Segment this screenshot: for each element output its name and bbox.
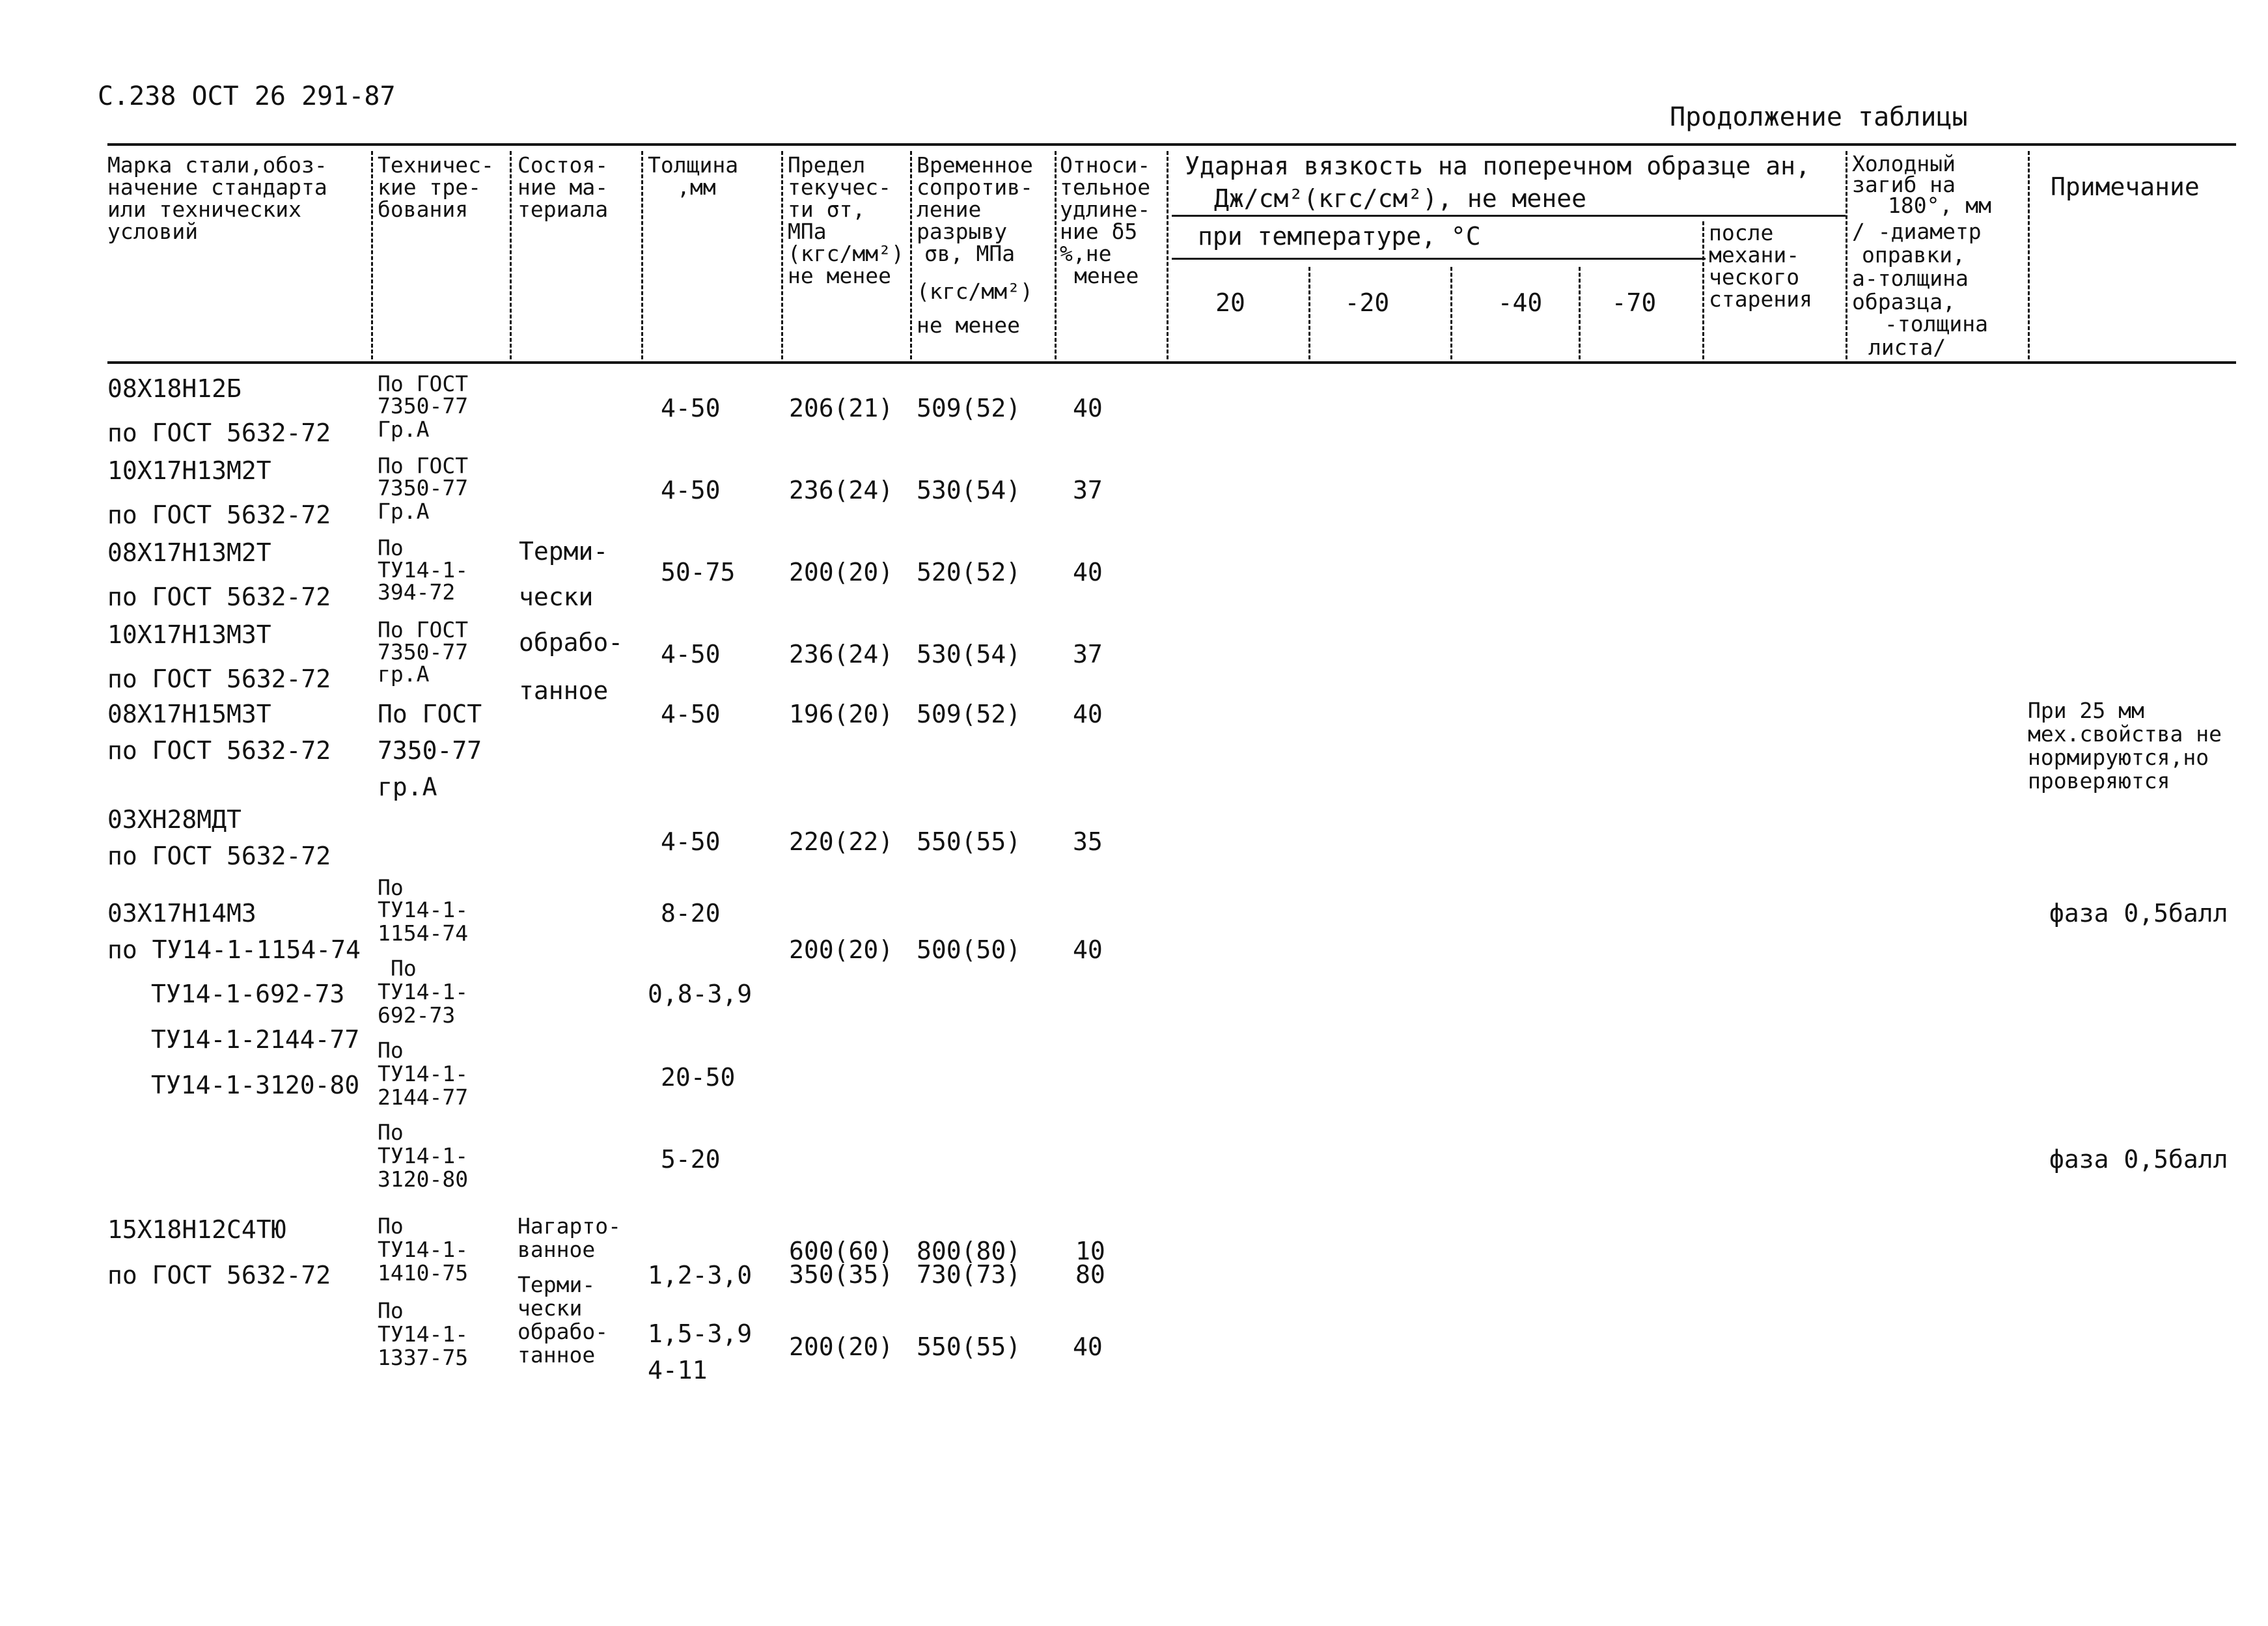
standard-cell: по ГОСТ 5632-72 [107,419,331,447]
header-elong-line: ние δ5 [1060,219,1138,244]
thickness-cell: 1,2-3,0 [648,1261,753,1289]
header-state-line: Состоя- [518,152,609,178]
yield-cell: 206(21) [789,394,894,422]
col-sep [2028,151,2030,359]
thickness-cell: 5-20 [661,1145,721,1174]
header-tensile-line: (кгс/мм²) [917,279,1033,304]
header-tensile-line: Временное [917,152,1033,178]
header-bottom-rule [107,361,2236,364]
yield-cell: 200(20) [789,935,894,964]
standard-cell: по ТУ14-1-1154-74 [107,935,361,964]
header-yield-line: ти σт, [788,197,866,222]
tech-cell: 7350-77 [378,475,469,501]
col-sep [1702,221,1704,359]
thickness-cell: 4-50 [661,394,721,422]
thickness-cell: 4-50 [661,640,721,668]
tech-cell: ТУ14-1- [378,557,469,583]
tech-cell: 1410-75 [378,1260,469,1286]
thickness-cell: 4-50 [661,700,721,728]
yield-cell: 196(20) [789,700,894,728]
impact-temp-rule [1172,258,1706,260]
grade-cell: 08Х17Н13М2Т [107,538,271,567]
header-yield-line: (кгс/мм²) [788,241,904,266]
header-bend-line: загиб на [1852,172,1956,197]
tech-cell: ТУ14-1- [378,1237,469,1262]
standard-cell: ТУ14-1-692-73 [151,980,345,1008]
yield-cell: 600(60) [789,1237,894,1265]
col-sep [1846,151,1847,359]
tech-cell: ТУ14-1- [378,1143,469,1168]
temp-20: 20 [1215,288,1245,317]
impact-title-rule [1172,215,1846,217]
tech-cell: 394-72 [378,579,456,605]
tech-cell: 1154-74 [378,920,469,946]
tech-cell: По [378,1120,404,1145]
elongation-cell: 40 [1073,1332,1103,1361]
temp-minus-70: -70 [1611,288,1657,317]
header-aging-line: после [1709,220,1774,245]
yield-cell: 236(24) [789,640,894,668]
header-tensile-line: ление [917,197,982,222]
tech-cell: По ГОСТ [378,700,482,728]
note-cell: нормируются,но [2028,745,2209,770]
tech-cell: 692-73 [378,1002,456,1028]
tech-cell: Гр.А [378,417,430,442]
temp-minus-40: -40 [1497,288,1543,317]
header-note: Примечание [2051,172,2200,201]
col-sep [510,151,512,359]
header-yield-line: МПа [788,219,827,244]
note-cell: фаза 0,5балл [2049,1145,2228,1174]
tech-cell: По [378,875,404,900]
note-cell: мех.свойства не [2028,721,2222,747]
tech-cell: По [391,956,417,981]
grade-cell: 03Х17Н14М3 [107,899,256,928]
thickness-cell: 4-50 [661,476,721,504]
thickness-cell: 50-75 [661,558,736,586]
standard-cell: по ГОСТ 5632-72 [107,1261,331,1289]
standard-cell: по ГОСТ 5632-72 [107,842,331,870]
header-tensile-line: σв, МПа [924,241,1016,266]
temp-minus-20: -20 [1344,288,1390,317]
header-grade-line: Марка стали,обоз- [107,152,327,178]
note-cell: фаза 0,5балл [2049,899,2228,928]
tech-cell: 2144-77 [378,1084,469,1110]
header-tensile-line: не менее [917,312,1020,338]
header-elong-line: тельное [1060,174,1151,200]
header-yield-line: Предел [788,152,866,178]
tech-cell: ТУ14-1- [378,1061,469,1086]
grade-cell: 10Х17Н13М3Т [107,620,271,649]
thickness-cell: 4-11 [648,1356,708,1385]
header-aging-line: механи- [1709,242,1800,268]
grade-cell: 15Х18Н12С4ТЮ [107,1215,286,1244]
elongation-cell: 40 [1073,558,1103,586]
header-grade-line: начение стандарта [107,174,327,200]
impact-temperature-label: при температуре, °С [1198,222,1481,251]
thickness-cell: 1,5-3,9 [648,1319,753,1348]
thickness-cell: 0,8-3,9 [648,980,753,1008]
state-cell: Терми- [518,1272,596,1297]
tech-cell: 7350-77 [378,736,482,765]
tech-cell: По [378,535,404,560]
elongation-cell: 80 [1075,1260,1105,1289]
header-thickness-line: ,мм [677,174,716,200]
tensile-cell: 509(52) [917,700,1021,728]
tech-cell: 3120-80 [378,1166,469,1192]
state-line: чески [519,583,594,611]
state-cell: танное [518,1342,596,1368]
yield-cell: 220(22) [789,827,894,856]
header-bend-line: листа/ [1868,335,1946,360]
state-line: Терми- [519,537,609,566]
grade-cell: 03ХН28МДТ [107,805,242,834]
header-elong-line: менее [1074,263,1139,288]
col-sep [910,151,912,359]
tech-cell: По [378,1038,404,1063]
thickness-cell: 20-50 [661,1063,736,1092]
header-tensile-line: сопротив- [917,174,1033,200]
header-bend-line: 180°, мм [1888,193,1991,218]
tech-cell: По [378,1298,404,1323]
col-sep [1579,267,1581,359]
note-cell: проверяются [2028,768,2170,793]
standard-cell: ТУ14-1-2144-77 [151,1025,360,1054]
state-cell: обрабо- [518,1319,609,1344]
tech-cell: 7350-77 [378,393,469,419]
col-sep [1450,267,1452,359]
standard-cell: по ГОСТ 5632-72 [107,501,331,529]
tensile-cell: 530(54) [917,476,1021,504]
yield-cell: 350(35) [789,1260,894,1289]
tech-cell: гр.А [378,661,430,687]
elongation-cell: 40 [1073,394,1103,422]
tech-cell: гр.А [378,773,437,801]
state-cell: ванное [518,1237,596,1262]
header-bend-line: оправки, [1862,242,1965,268]
elongation-cell: 37 [1073,640,1103,668]
header-yield-line: текучес- [788,174,891,200]
tech-cell: По ГОСТ [378,453,469,478]
tensile-cell: 730(73) [917,1260,1021,1289]
header-grade-line: или технических [107,197,302,222]
col-sep [1167,151,1169,359]
continuation-label: Продолжение таблицы [1670,102,1968,132]
standard-cell: ТУ14-1-3120-80 [151,1071,360,1099]
header-tech-line: бования [378,197,469,222]
state-line: танное [519,676,609,705]
tensile-cell: 520(52) [917,558,1021,586]
tensile-cell: 509(52) [917,394,1021,422]
header-elong-line: удлине- [1060,197,1151,222]
tech-cell: Гр.А [378,499,430,524]
grade-cell: 08Х17Н15М3Т [107,700,271,728]
impact-units: Дж/см²(кгс/см²), не менее [1214,184,1586,213]
standard-cell: по ГОСТ 5632-72 [107,583,331,611]
header-elong-line: %,не [1060,241,1112,266]
header-bend-line: -толщина [1885,311,1988,337]
col-sep [641,151,643,359]
yield-cell: 200(20) [789,1332,894,1361]
header-state-line: ние ма- [518,174,609,200]
note-cell: При 25 мм [2028,698,2144,723]
header-bend-line: а-толщина [1852,266,1969,291]
table-top-rule [107,143,2236,146]
header-elong-line: Относи- [1060,152,1151,178]
tech-cell: ТУ14-1- [378,979,469,1004]
tech-cell: По [378,1213,404,1239]
header-bend-line: образца, [1852,289,1956,314]
elongation-cell: 37 [1073,476,1103,504]
col-sep [1308,267,1310,359]
elongation-cell: 40 [1073,935,1103,964]
header-bend-line: / -диаметр [1852,219,1982,244]
tech-cell: По ГОСТ [378,371,469,396]
tensile-cell: 530(54) [917,640,1021,668]
state-cell: чески [518,1295,583,1321]
header-tensile-line: разрыву [917,219,1008,244]
header-state-line: териала [518,197,609,222]
tensile-cell: 550(55) [917,827,1021,856]
elongation-cell: 10 [1075,1237,1105,1265]
standard-cell: по ГОСТ 5632-72 [107,665,331,693]
tensile-cell: 500(50) [917,935,1021,964]
header-grade-line: условий [107,219,199,244]
yield-cell: 200(20) [789,558,894,586]
col-sep [371,151,373,359]
grade-cell: 10Х17Н13М2Т [107,456,271,485]
tech-cell: ТУ14-1- [378,1321,469,1347]
page-header: С.238 ОСТ 26 291-87 [98,81,396,111]
impact-title: Ударная вязкость на поперечном образце aн, [1185,152,1810,180]
tech-cell: ТУ14-1- [378,897,469,922]
col-sep [1055,151,1057,359]
state-line: обрабо- [519,628,624,657]
header-aging-line: старения [1709,286,1812,312]
state-cell: Нагарто- [518,1213,621,1239]
header-thickness-line: Толщина [648,152,739,178]
grade-cell: 08Х18Н12Б [107,374,242,403]
header-tech-line: Техничес- [378,152,494,178]
yield-cell: 236(24) [789,476,894,504]
tech-cell: 1337-75 [378,1345,469,1370]
tensile-cell: 800(80) [917,1237,1021,1265]
thickness-cell: 8-20 [661,899,721,928]
tech-cell: 7350-77 [378,639,469,665]
thickness-cell: 4-50 [661,827,721,856]
tech-cell: По ГОСТ [378,617,469,642]
col-sep [781,151,783,359]
elongation-cell: 40 [1073,700,1103,728]
elongation-cell: 35 [1073,827,1103,856]
header-tech-line: кие тре- [378,174,481,200]
tensile-cell: 550(55) [917,1332,1021,1361]
header-bend-line: Холодный [1852,151,1956,176]
header-aging-line: ческого [1709,264,1800,290]
header-yield-line: не менее [788,263,891,288]
standard-cell: по ГОСТ 5632-72 [107,736,331,765]
